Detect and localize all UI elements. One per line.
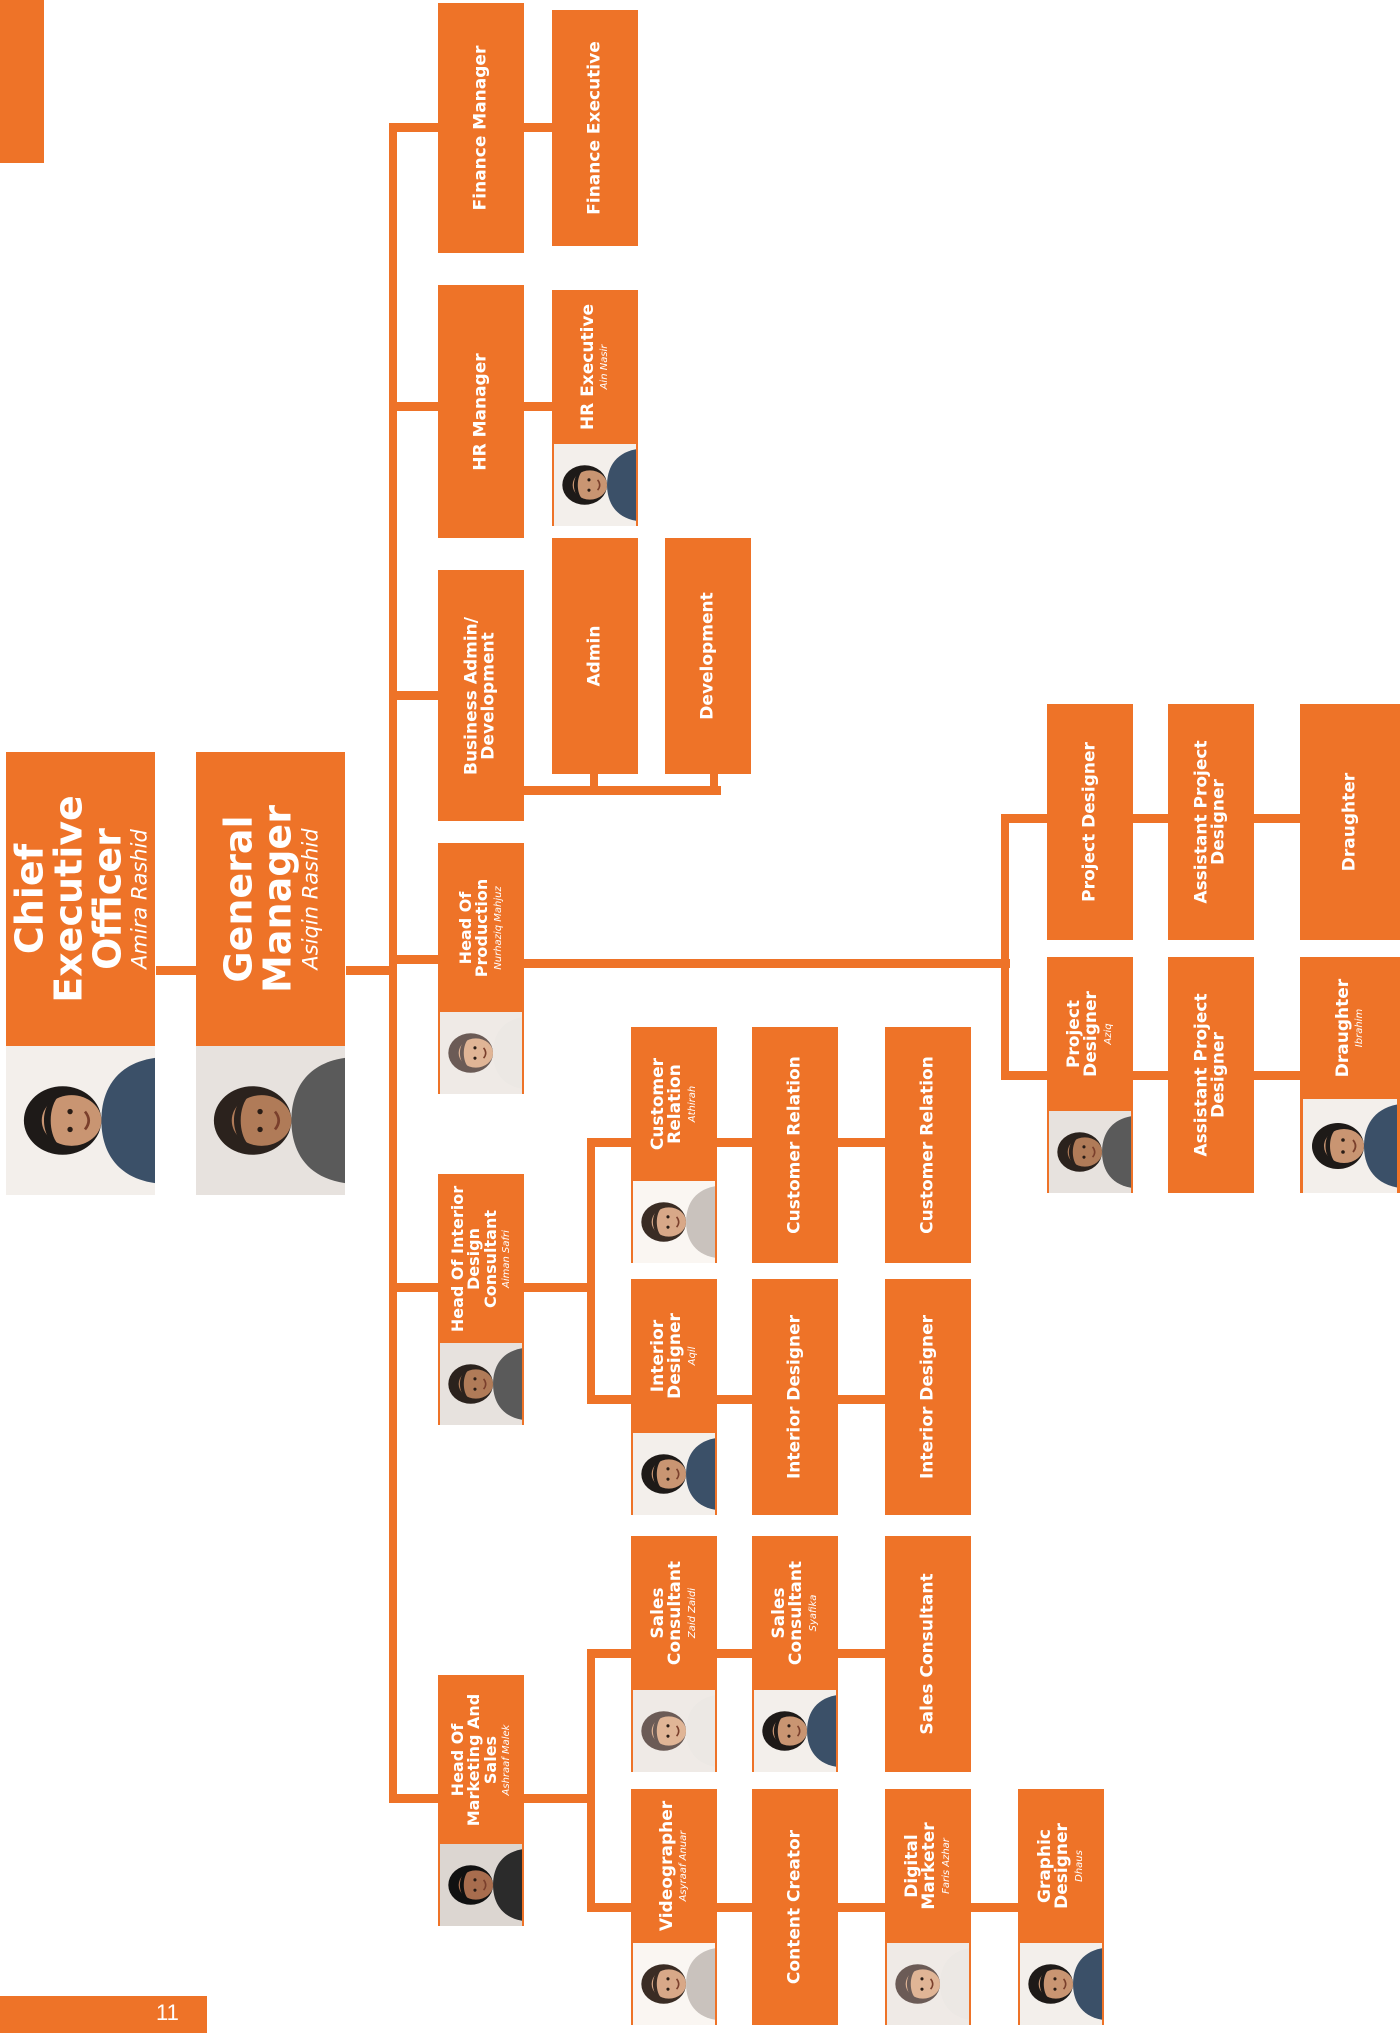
connector-line <box>389 123 441 132</box>
connector-line <box>524 1794 593 1803</box>
org-node-draughter-1 <box>1300 704 1400 940</box>
node-title: Sales Consultant <box>917 1573 938 1735</box>
connector-line <box>389 402 441 411</box>
org-node-asst-proj-1 <box>1168 704 1254 940</box>
org-node-head-prod <box>438 843 524 1094</box>
node-title: Business Admin/ Development <box>461 616 499 775</box>
connector-line <box>587 1649 634 1658</box>
org-node-videographer <box>631 1789 717 2025</box>
connector-line <box>837 1138 888 1147</box>
connector-line <box>837 1903 888 1912</box>
node-title: Draughter <box>1339 772 1360 872</box>
person-photo <box>631 1433 717 1515</box>
org-node-graphic <box>1018 1789 1104 2025</box>
node-title: Sales Consultant <box>769 1560 807 1666</box>
node-person-name: Aziq <box>1102 1023 1114 1045</box>
org-node-int-des-1 <box>631 1279 717 1515</box>
node-person-name: Athirah <box>686 1085 698 1123</box>
connector-line <box>524 1283 593 1292</box>
node-person-name: Zaid Zaidi <box>686 1587 698 1639</box>
connector-line <box>389 691 441 700</box>
org-node-sales-1 <box>631 1536 717 1772</box>
node-title: Project Designer <box>1064 991 1102 1077</box>
connector-line <box>389 1794 441 1803</box>
node-title: General Manager <box>216 805 299 993</box>
org-node-hr-mgr <box>438 285 524 538</box>
node-person-name: Ain Nasir <box>599 344 611 390</box>
org-node-draughter-2 <box>1300 957 1400 1193</box>
connector-line <box>1254 814 1303 823</box>
org-node-development <box>665 538 751 774</box>
person-photo <box>631 1181 717 1263</box>
org-node-sales-3 <box>885 1536 971 1772</box>
node-person-name: Nurhaziq Mahjuz <box>492 886 504 970</box>
org-node-cust-rel-1 <box>631 1027 717 1263</box>
node-person-name: Ashraaf Malek <box>500 1724 512 1796</box>
person-photo <box>438 1012 524 1094</box>
connector-line <box>1001 814 1009 1080</box>
connector-line <box>524 959 1010 968</box>
connector-line <box>524 402 555 411</box>
person-photo <box>752 1690 838 1772</box>
person-photo <box>1300 1099 1400 1193</box>
node-title: Videographer <box>656 1800 677 1932</box>
connector-line <box>587 1903 634 1912</box>
connector-line <box>717 1649 755 1658</box>
connector-line <box>346 966 393 975</box>
person-photo <box>196 1046 345 1195</box>
org-node-asst-proj-2 <box>1168 957 1254 1193</box>
node-title: Customer Relation <box>784 1056 805 1234</box>
node-person-name: Amira Rashid <box>127 829 152 969</box>
node-person-name: Asyraaf Anuar <box>678 1830 690 1902</box>
connector-line <box>1001 1071 1050 1080</box>
node-title: Development <box>697 592 718 720</box>
node-person-name: Dhaus <box>1073 1850 1085 1882</box>
node-title: Digital Marketer <box>902 1822 940 1910</box>
org-node-admin <box>552 538 638 774</box>
org-node-head-interior <box>438 1174 524 1425</box>
person-photo <box>885 1943 971 2025</box>
connector-line <box>717 1903 755 1912</box>
person-photo <box>6 1046 155 1195</box>
org-node-biz-admin <box>438 570 524 821</box>
person-photo <box>631 1690 717 1772</box>
org-node-proj-des-1 <box>1047 704 1133 940</box>
org-node-cust-rel-3 <box>885 1027 971 1263</box>
page-number-tab <box>0 1996 207 2033</box>
node-title: Admin <box>584 625 605 687</box>
connector-line <box>587 1138 634 1147</box>
node-title: Project Designer <box>1079 742 1100 902</box>
node-person-name: Faris Azhar <box>940 1838 952 1894</box>
node-title: HR Manager <box>470 352 491 471</box>
connector-line <box>837 1395 888 1404</box>
connector-line <box>717 1395 755 1404</box>
org-node-sales-2 <box>752 1536 838 1772</box>
node-title: HR Executive <box>577 303 598 431</box>
node-title: Customer Relation <box>648 1057 686 1151</box>
connector-line <box>389 1283 441 1292</box>
org-node-head-mkt <box>438 1675 524 1926</box>
connector-line <box>524 123 555 132</box>
person-photo <box>438 1343 524 1425</box>
node-title: Graphic Designer <box>1035 1823 1073 1909</box>
connector-line <box>587 1138 595 1404</box>
node-title: Assistant Project Designer <box>1191 740 1229 904</box>
node-title: Head Of Production <box>456 878 492 978</box>
corner-tab-top <box>0 0 44 163</box>
node-title: Finance Executive <box>584 41 605 215</box>
org-node-proj-des-2 <box>1047 957 1133 1193</box>
node-title: Head Of Marketing And Sales <box>448 1693 500 1827</box>
person-photo <box>552 444 638 526</box>
org-node-finance-exec <box>552 10 638 246</box>
person-photo <box>438 1844 524 1926</box>
connector-line <box>837 1649 888 1658</box>
person-photo <box>631 1943 717 2025</box>
connector-line <box>389 955 441 964</box>
node-title: Finance Manager <box>470 45 491 211</box>
node-title: Content Creator <box>784 1829 805 1985</box>
connector-line <box>717 1138 755 1147</box>
org-node-cust-rel-2 <box>752 1027 838 1263</box>
org-node-int-des-3 <box>885 1279 971 1515</box>
node-title: Sales Consultant <box>648 1560 686 1666</box>
node-title: Interior Designer <box>648 1313 686 1399</box>
node-title: Assistant Project Designer <box>1191 993 1229 1157</box>
org-node-ceo <box>6 752 155 1195</box>
page-number: 11 <box>156 2000 179 2025</box>
org-node-digital <box>885 1789 971 2025</box>
node-person-name: Syafika <box>807 1594 819 1632</box>
org-node-int-des-2 <box>752 1279 838 1515</box>
node-person-name: Aqil <box>686 1346 698 1366</box>
node-title: Chief Executive Officer <box>6 795 129 1003</box>
org-node-finance-mgr <box>438 3 524 253</box>
node-title: Draughter <box>1332 978 1353 1078</box>
connector-line <box>587 1395 634 1404</box>
connector-line <box>587 1649 595 1908</box>
connector-line <box>1133 814 1171 823</box>
node-title: Interior Designer <box>784 1314 805 1480</box>
connector-line <box>1133 1071 1171 1080</box>
person-photo <box>1018 1943 1104 2025</box>
connector-line <box>524 786 721 795</box>
org-node-hr-exec <box>552 290 638 526</box>
connector-line <box>156 966 196 975</box>
connector-line <box>971 1903 1020 1912</box>
org-node-gm <box>196 752 345 1195</box>
person-photo <box>1047 1111 1133 1193</box>
node-title: Head Of Interior Design Consultant <box>448 1185 500 1333</box>
node-person-name: Asiqin Rashid <box>297 828 322 970</box>
connector-line <box>1254 1071 1303 1080</box>
node-person-name: Ibrahim <box>1354 1008 1366 1048</box>
node-title: Customer Relation <box>917 1056 938 1234</box>
connector-line <box>1001 814 1050 823</box>
node-person-name: Aiman Safri <box>500 1230 512 1288</box>
org-node-content <box>752 1789 838 2025</box>
node-title: Interior Designer <box>917 1314 938 1480</box>
